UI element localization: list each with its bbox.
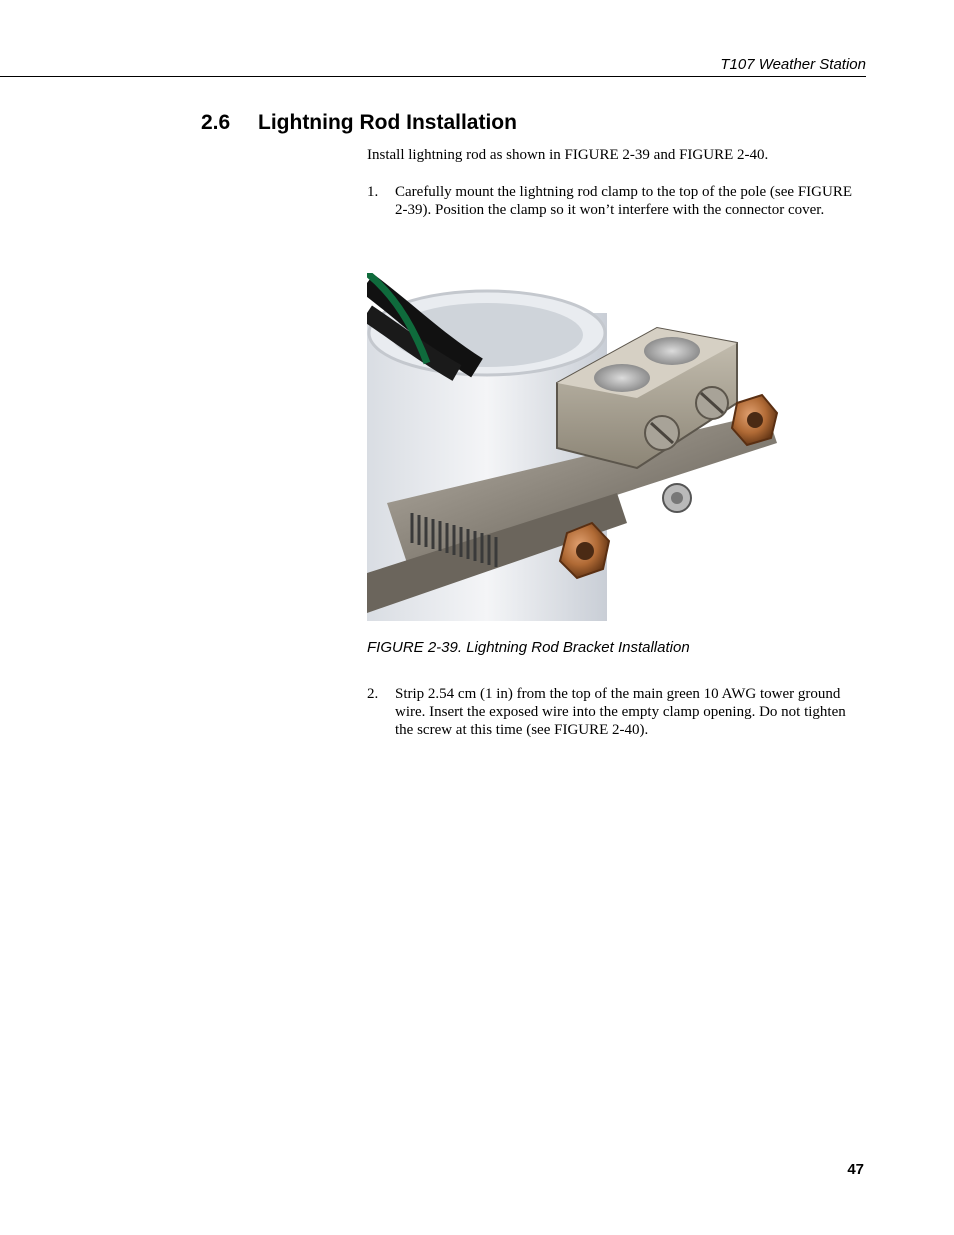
step-number: 2. bbox=[367, 686, 379, 702]
section-title: Lightning Rod Installation bbox=[258, 111, 517, 134]
page-number: 47 bbox=[847, 1161, 864, 1178]
step-text: Carefully mount the lightning rod clamp to the top of the pole (see FIGURE 2-39). Position the clamp so it won’t interfere with the connector cover. bbox=[395, 184, 852, 218]
lightning-rod-bracket-photo bbox=[367, 273, 797, 621]
figure-caption: FIGURE 2-39. Lightning Rod Bracket Installation bbox=[367, 639, 690, 656]
section-heading bbox=[201, 111, 517, 135]
running-header: T107 Weather Station bbox=[720, 56, 866, 73]
section-number: 2.6 bbox=[201, 111, 231, 134]
list-item bbox=[367, 183, 865, 219]
step-text: Strip 2.54 cm (1 in) from the top of the main green 10 AWG tower ground wire. Insert the exposed wire into the empty clamp opening. Do not tighten the screw at this time (see FIGURE 2-40). bbox=[395, 686, 846, 738]
step-number: 1. bbox=[367, 184, 379, 200]
header-rule bbox=[0, 76, 866, 77]
intro-paragraph: Install lightning rod as shown in FIGURE 2-39 and FIGURE 2-40. bbox=[367, 147, 769, 163]
list-item bbox=[367, 685, 865, 739]
